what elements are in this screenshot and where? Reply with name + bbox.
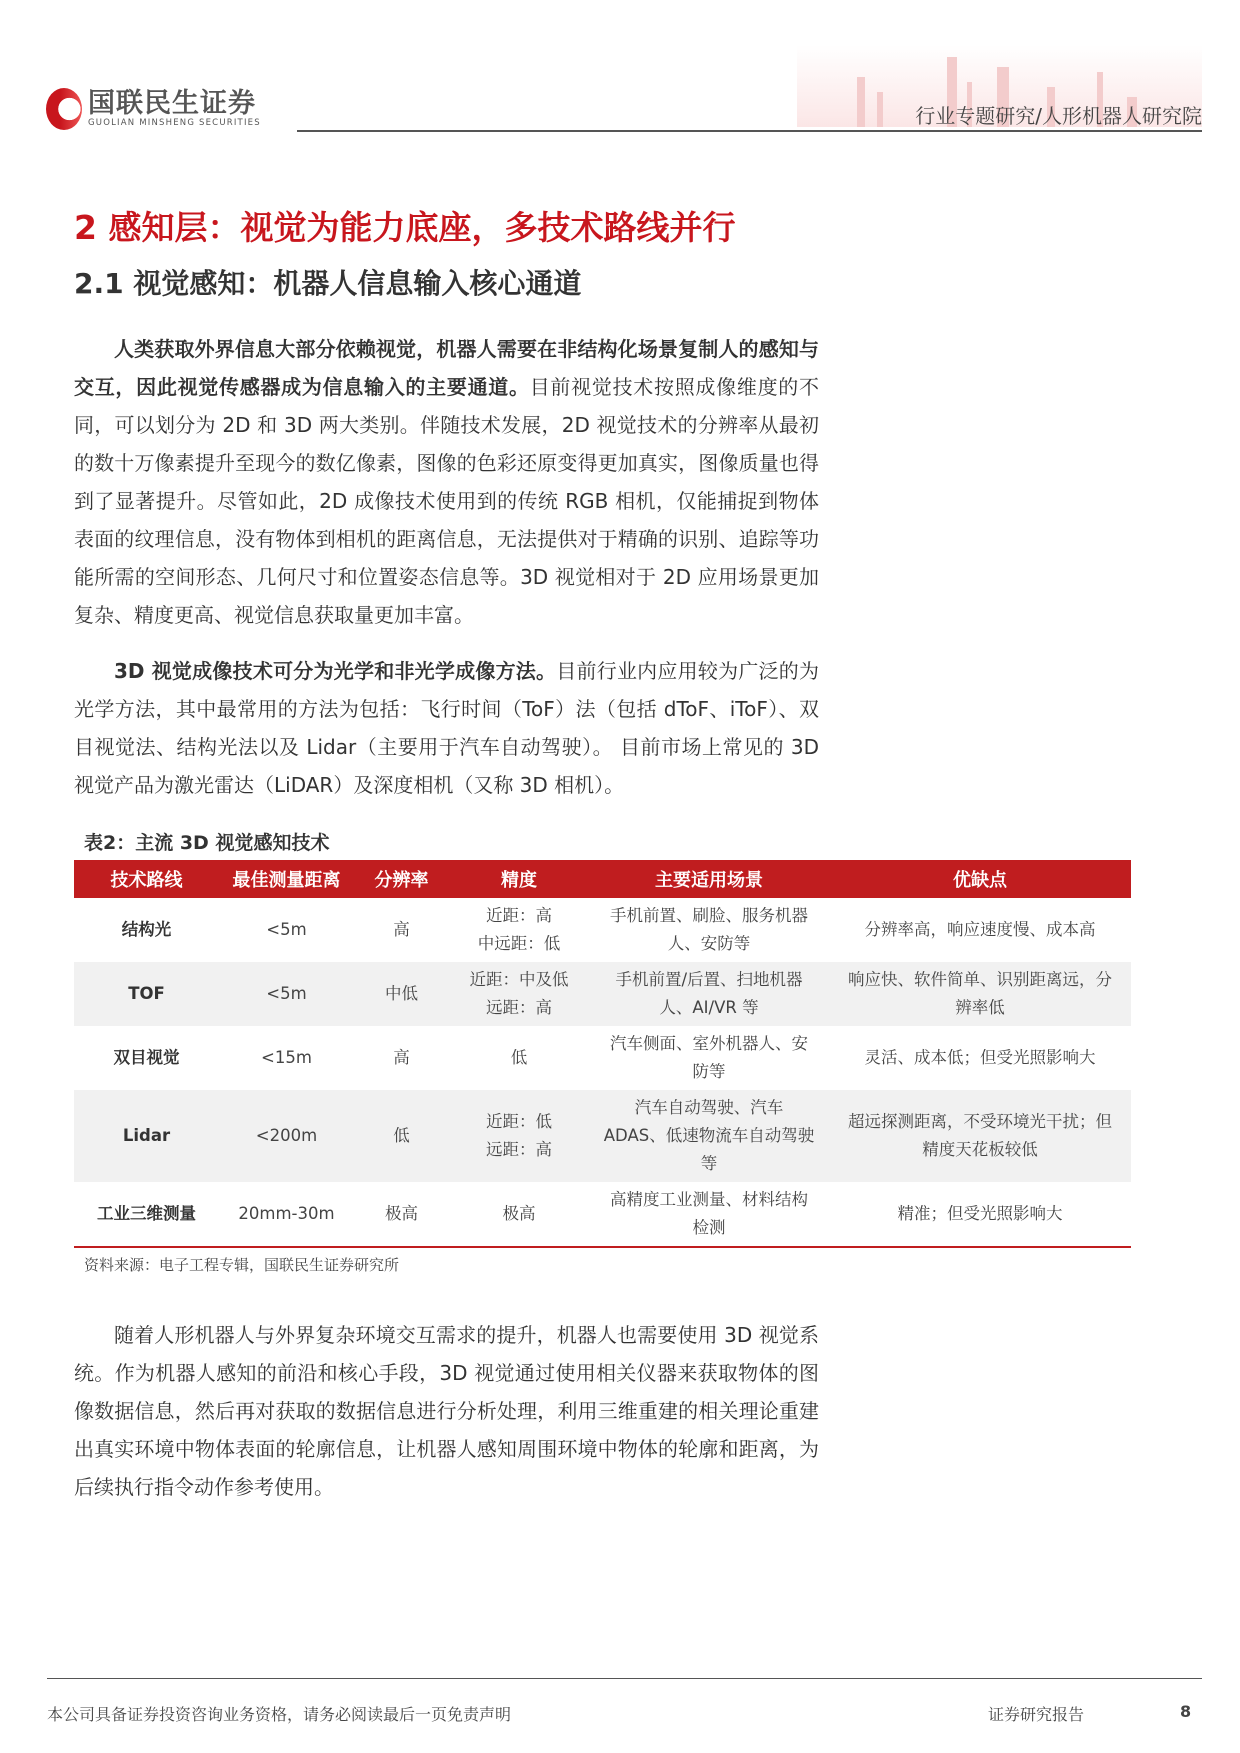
table-row bbox=[74, 962, 1131, 1026]
table-cell: 汽车侧面、室外机器人、安防等 bbox=[589, 1026, 829, 1090]
report-category: 行业专题研究/人形机器人研究院 bbox=[915, 104, 1202, 128]
paragraph-1-body: 目前视觉技术按照成像维度的不同，可以划分为 2D 和 3D 两大类别。伴随技术发展，2D 视觉技术的分辨率从最初的数十万像素提升至现今的数亿像素，图像的色彩还原变得更加真实，图像质量也得到了显著提升。尽管如此，2D 成像技术使用到的传统 RGB 相机，仅能捕捉到物体表面的纹理信息，没有物体到相机的距离信息，无法提供对于精确的识别、追踪等功能所需的空间形态、几何尺寸和位置姿态信息等。3D 视觉相对于 2D 应用场景更加复杂、精度更高、视觉信息获取量更加丰富。 bbox=[74, 375, 820, 627]
table-cell: 汽车自动驾驶、汽车 ADAS、低速物流车自动驾驶等 bbox=[589, 1090, 829, 1182]
table-cell: 中低 bbox=[354, 962, 449, 1026]
header-divider bbox=[297, 130, 1202, 132]
main-content bbox=[74, 206, 1134, 1506]
table-cell: 结构光 bbox=[74, 898, 219, 962]
company-logo bbox=[46, 88, 261, 130]
table-cell: 近距：低 远距：高 bbox=[449, 1090, 589, 1182]
column-header: 技术路线 bbox=[74, 860, 219, 898]
column-header: 最佳测量距离 bbox=[219, 860, 354, 898]
table-cell: 极高 bbox=[449, 1182, 589, 1247]
section-title: 2 感知层：视觉为能力底座，多技术路线并行 bbox=[74, 208, 736, 247]
table-row bbox=[74, 1026, 1131, 1090]
subsection-title: 2.1 视觉感知：机器人信息输入核心通道 bbox=[74, 267, 582, 300]
tech-table bbox=[74, 860, 1131, 1248]
logo-cn: 国联民生证券 bbox=[88, 88, 256, 119]
table-cell: TOF bbox=[74, 962, 219, 1026]
table-cell: 低 bbox=[449, 1026, 589, 1090]
paragraph-3: 随着人形机器人与外界复杂环境交互需求的提升，机器人也需要使用 3D 视觉系统。作为机器人感知的前沿和核心手段，3D 视觉通过使用相关仪器来获取物体的图像数据信息，然后再对获取的数据信息进行分析处理，利用三维重建的相关理论重建出真实环境中物体表面的轮廓信息，让机器人感知周围环境中物体的轮廓和距离，为后续执行指令动作参考使用。 bbox=[74, 1323, 819, 1499]
paragraph-1-lead: 人类获取外界信息大部分依赖视觉，机器人需要在非结构化场景复制人的感知与交互，因此视觉传感器成为信息输入的主要通道。 bbox=[74, 337, 819, 399]
table-cell: 低 bbox=[354, 1090, 449, 1182]
table-cell: <5m bbox=[219, 962, 354, 1026]
table-cell: 工业三维测量 bbox=[74, 1182, 219, 1247]
page-number: 8 bbox=[1180, 1702, 1192, 1721]
table-cell: 灵活、成本低；但受光照影响大 bbox=[829, 1026, 1131, 1090]
table-cell: 高 bbox=[354, 898, 449, 962]
paragraph-2-lead: 3D 视觉成像技术可分为光学和非光学成像方法。 bbox=[114, 659, 557, 683]
table-cell: 近距：中及低 远距：高 bbox=[449, 962, 589, 1026]
table-cell: 手机前置/后置、扫地机器人、AI/VR 等 bbox=[589, 962, 829, 1026]
table-cell: 分辨率高，响应速度慢、成本高 bbox=[829, 898, 1131, 962]
table-row bbox=[74, 1090, 1131, 1182]
paragraph-2 bbox=[74, 652, 819, 804]
column-header: 分辨率 bbox=[354, 860, 449, 898]
table-cell: 响应快、软件简单、识别距离远，分辨率低 bbox=[829, 962, 1131, 1026]
table-header-row bbox=[74, 860, 1131, 898]
table-cell: 精准；但受光照影响大 bbox=[829, 1182, 1131, 1247]
footer-disclaimer: 本公司具备证券投资咨询业务资格，请务必阅读最后一页免责声明 bbox=[47, 1705, 512, 1724]
table-cell: 20mm-30m bbox=[219, 1182, 354, 1247]
table-cell: 极高 bbox=[354, 1182, 449, 1247]
footer-divider bbox=[47, 1678, 1202, 1679]
table-cell: 双目视觉 bbox=[74, 1026, 219, 1090]
logo-en: GUOLIAN MINSHENG SECURITIES bbox=[88, 118, 261, 128]
table-cell: 手机前置、刷脸、服务机器人、安防等 bbox=[589, 898, 829, 962]
table-cell: <5m bbox=[219, 898, 354, 962]
table-row bbox=[74, 898, 1131, 962]
table-cell: 高 bbox=[354, 1026, 449, 1090]
table-cell: <200m bbox=[219, 1090, 354, 1182]
table-cell: 高精度工业测量、材料结构检测 bbox=[589, 1182, 829, 1247]
table-source: 资料来源：电子工程专辑，国联民生证券研究所 bbox=[84, 1256, 400, 1274]
table-cell: 近距：高 中远距：低 bbox=[449, 898, 589, 962]
column-header: 精度 bbox=[449, 860, 589, 898]
table-cell: <15m bbox=[219, 1026, 354, 1090]
paragraph-2-body: 目前行业内应用较为广泛的为光学方法，其中最常用的方法为包括：飞行时间（ToF）法（包括 dToF、iToF）、双目视觉法、结构光法以及 Lidar（主要用于汽车自动驾驶）。 目前市场上常见的 3D 视觉产品为激光雷达（LiDAR）及深度相机（又称 3D 相机）。 bbox=[74, 659, 819, 797]
column-header: 优缺点 bbox=[829, 860, 1131, 898]
table-row bbox=[74, 1182, 1131, 1247]
table-caption: 表2：主流 3D 视觉感知技术 bbox=[84, 832, 330, 854]
column-header: 主要适用场景 bbox=[589, 860, 829, 898]
table-cell: 超远探测距离，不受环境光干扰；但精度天花板较低 bbox=[829, 1090, 1131, 1182]
paragraph-1 bbox=[74, 330, 819, 634]
table-cell: Lidar bbox=[74, 1090, 219, 1182]
logo-mark-icon bbox=[46, 88, 82, 130]
footer-report-type: 证券研究报告 bbox=[988, 1705, 1085, 1724]
